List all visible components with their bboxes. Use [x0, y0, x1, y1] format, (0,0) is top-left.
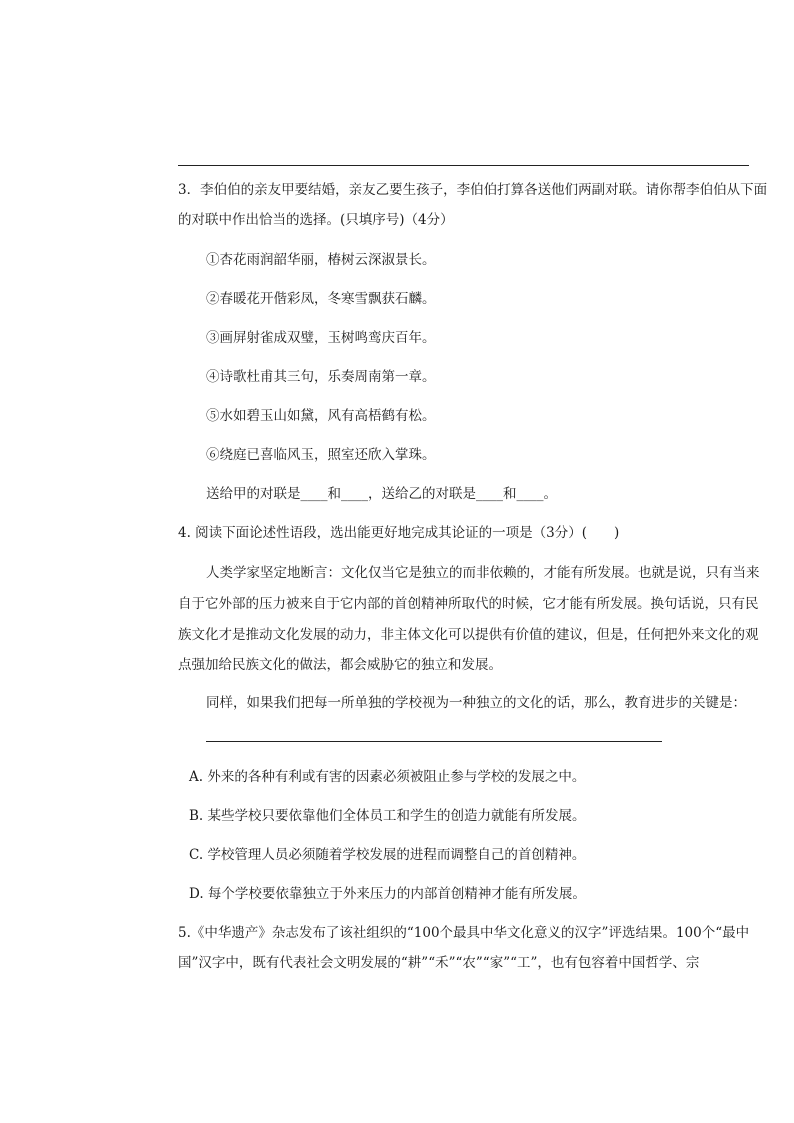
q3-answer-line: 送给甲的对联是____和____，送给乙的对联是____和____。: [206, 486, 557, 502]
q3-couplet-5: ⑤水如碧玉山如黛，风有高梧鹤有松。: [206, 408, 436, 424]
q4-answer-blank: [206, 741, 662, 742]
q4-option-a: A. 外来的各种有利或有害的因素必须被阻止参与学校的发展之中。: [189, 769, 586, 785]
q4-option-b: B. 某些学校只要依靠他们全体员工和学生的创造力就能有所发展。: [189, 808, 586, 824]
q4-passage-line2: 自于它外部的压力被来自于它内部的首创精神所取代的时候，它才能有所发展。换句话说，只有民: [178, 596, 759, 612]
q3-couplet-3: ③画屏射雀成双璧，玉树鸣鸾庆百年。: [206, 330, 436, 346]
q4-passage2: 同样，如果我们把每一所单独的学校视为一种独立的文化的话，那么，教育进步的关键是：: [206, 695, 746, 711]
q4-option-d: D. 每个学校要依靠独立于外来压力的内部首创精神才能有所发展。: [189, 886, 586, 902]
q4-passage-line4: 点强加给民族文化的做法，都会威胁它的独立和发展。: [178, 657, 502, 673]
q5-line2: 国”汉字中，既有代表社会文明发展的“耕”“禾”“农”“家”“工”，也有包容着中国哲学、宗: [178, 955, 700, 971]
q4-passage-line3: 族文化才是推动文化发展的动力，非主体文化可以提供有价值的建议，但是，任何把外来文化的观: [178, 627, 759, 643]
q3-couplet-1: ①杏花雨润韶华丽，椿树云深淑景长。: [206, 252, 436, 268]
q3-couplet-2: ②春暖花开偕彩凤，冬寒雪飘获石麟。: [206, 291, 436, 307]
header-rule: [178, 165, 749, 166]
q4-stem: 4. 阅读下面论述性语段，选出能更好地完成其论证的一项是（3分）( ): [178, 525, 620, 541]
q4-option-c: C. 学校管理人员必须随着学校发展的进程而调整自己的首创精神。: [189, 847, 586, 863]
q3-couplet-4: ④诗歌杜甫其三句，乐奏周南第一章。: [206, 369, 436, 385]
q5-line1: 5.《中华遗产》杂志发布了该社组织的“100个最具中华文化意义的汉字”评选结果。100个“最中: [178, 925, 750, 941]
q3-stem-line1: 3．李伯伯的亲友甲要结婚，亲友乙要生孩子，李伯伯打算各送他们两副对联。请你帮李伯伯从下面: [178, 182, 768, 198]
q3-stem-line2: 的对联中作出恰当的选择。(只填序号)（4分）: [178, 212, 454, 228]
q4-passage-line1: 人类学家坚定地断言：文化仅当它是独立的而非依赖的，才能有所发展。也就是说，只有当来: [206, 565, 760, 581]
q3-couplet-6: ⑥绕庭已喜临风玉，照室还欣入掌珠。: [206, 447, 436, 463]
